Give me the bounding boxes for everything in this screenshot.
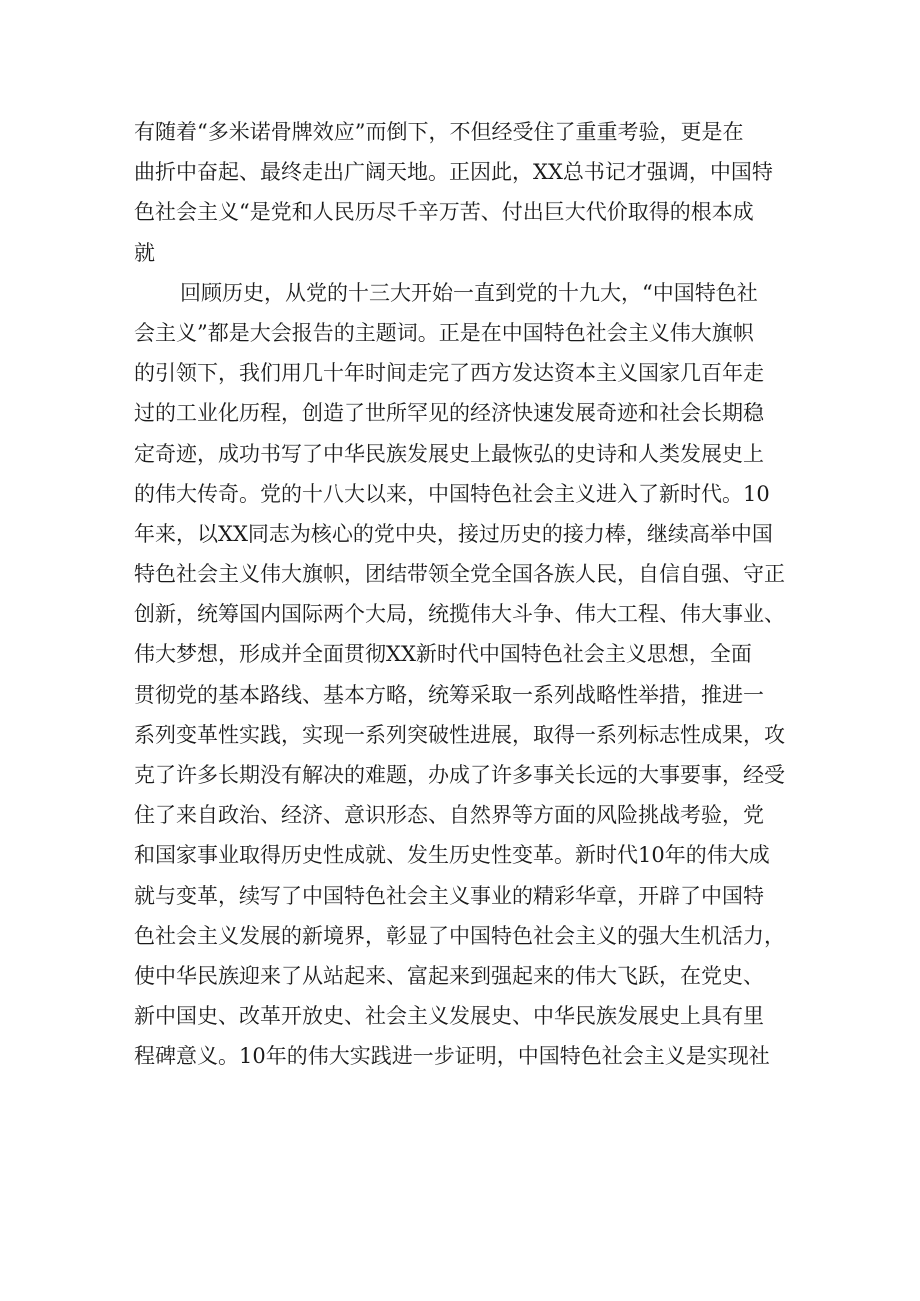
text-line: 伟大梦想，形成并全面贯彻XX新时代中国特色社会主义思想，全面 — [134, 642, 752, 667]
paragraph-1 — [134, 112, 794, 273]
text-line: 住了来自政治、经济、意识形态、自然界等方面的风险挑战考验，党 — [134, 803, 764, 828]
body-text — [134, 112, 794, 1077]
text-line: 就与变革，续写了中国特色社会主义事业的精彩华章，开辟了中国特 — [134, 883, 764, 908]
paragraph-2 — [134, 273, 794, 1077]
text-line: 使中华民族迎来了从站起来、富起来到强起来的伟大飞跃，在党史、 — [134, 963, 764, 988]
text-line: 就 — [134, 240, 155, 265]
text-line: 的引领下，我们用几十年时间走完了西方发达资本主义国家几百年走 — [134, 361, 764, 386]
text-line: 克了许多长期没有解决的难题，办成了许多事关长远的大事要事，经受 — [134, 763, 785, 787]
text-line: 的伟大传奇。党的十八大以来，中国特色社会主义进入了新时代。10 — [134, 481, 770, 506]
text-line: 新中国史、改革开放史、社会主义发展史、中华民族发展史上具有里 — [134, 1004, 764, 1029]
text-line: 有随着“多米诺骨牌效应”而倒下，不但经受住了重重考验，更是在 — [134, 120, 744, 144]
text-line: 年来，以XX同志为核心的党中央，接过历史的接力棒，继续高举中国 — [134, 521, 773, 546]
text-line: 特色社会主义伟大旗帜，团结带领全党全国各族人民，自信自强、守正 — [134, 562, 785, 587]
text-line: 曲折中奋起、最终走出广阔天地。正因此，XX总书记才强调，中国特 — [134, 160, 773, 185]
text-line: 会主义”都是大会报告的主题词。正是在中国特色社会主义伟大旗帜 — [134, 320, 754, 345]
text-line: 贯彻党的基本路线、基本方略，统筹采取一系列战略性举措，推进一 — [134, 682, 764, 707]
text-line: 色社会主义发展的新境界，彰显了中国特色社会主义的强大生机活力， — [134, 923, 785, 948]
text-line: 色社会主义“是党和人民历尽千辛万苦、付出巨大代价取得的根本成 — [134, 200, 754, 225]
text-line: 和国家事业取得历史性成就、发生历史性变革。新时代10年的伟大成 — [134, 843, 770, 868]
text-line: 过的工业化历程，创造了世所罕见的经济快速发展奇迹和社会长期稳 — [134, 401, 764, 426]
text-line: 定奇迹，成功书写了中华民族发展史上最恢弘的史诗和人类发展史上 — [134, 441, 764, 466]
text-line: 回顾历史，从党的十三大开始一直到党的十九大，“中国特色社 — [180, 280, 758, 305]
text-line: 程碑意义。10年的伟大实践进一步证明，中国特色社会主义是实现社 — [134, 1044, 770, 1069]
text-line: 创新，统筹国内国际两个大局，统揽伟大斗争、伟大工程、伟大事业、 — [134, 602, 785, 627]
text-line: 系列变革性实践，实现一系列突破性进展，取得一系列标志性成果，攻 — [134, 722, 785, 747]
